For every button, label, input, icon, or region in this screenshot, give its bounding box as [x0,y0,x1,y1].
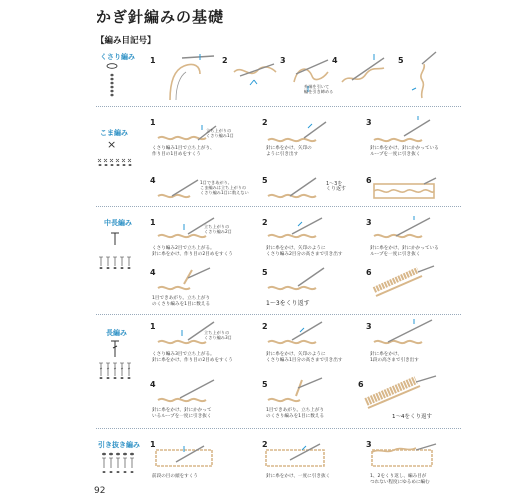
single-step-3-illustration [374,118,434,146]
step-caption: くさり編み3目で立ち上がる。 針に糸をかけ、作り目の2目めをすくう [152,352,233,363]
section-divider [96,428,461,429]
step-number: 2 [262,322,268,331]
stitch-name-half-double: 中長編み [104,219,132,227]
section-label: 【編み目記号】 [96,36,156,46]
step-number: 3 [366,322,372,331]
page-number: 92 [94,486,106,496]
double-step-4-illustration [158,380,218,406]
callout-note: 1目できあがり。 こま編みは立ち上がりの くさり編み1目に数えない [200,180,249,195]
stitch-chart-swatch [98,256,136,270]
half-double-step-4-illustration [158,268,218,294]
dot-oval-icon [100,452,136,482]
double-step-6-illustration [366,376,438,410]
step-caption: 針に糸をかけ、一度に引き抜く [266,474,331,479]
step-caption: くさり編み2目で立ち上がる。 針に糸をかけ、作り目の2目めをすくう [152,246,233,257]
stitch-name-double: 長編み [106,329,127,337]
stitch-name-chain: くさり編み [100,53,135,61]
stitch-chart-swatch [96,158,136,166]
step-number: 5 [262,176,268,185]
step-number: 3 [280,56,286,65]
callout-note: 糸端を引いて 輪を引き締める [304,84,334,94]
step-caption: 1、2をくり返し、編み目が つれない程度にゆるめに編む [370,474,430,485]
chain-step-2-illustration [230,52,280,92]
x-cross-icon: × [107,138,117,151]
callout-note: 立ち上がりの くさり編み3目 [204,330,232,340]
single-step-2-illustration [268,120,328,146]
half-double-step-5-illustration [268,266,328,292]
step-number: 4 [150,176,156,185]
single-step-6-illustration [374,178,438,202]
double-step-5-illustration [268,378,328,404]
stitch-chart-swatch [98,362,136,380]
step-caption: 針に糸をかけ、矢印の ように引き出す [266,146,312,157]
step-number: 4 [150,380,156,389]
step-number: 5 [262,268,268,277]
step-caption: 針に糸をかけ、 1段の高さまで引き出す [370,352,419,363]
stitch-name-slip: 引き抜き編み [98,441,140,449]
stitch-name-single: こま編み [100,129,128,137]
step-number: 1 [150,322,156,331]
t-bar-icon [110,232,120,246]
step-number: 4 [150,268,156,277]
step-number: 2 [262,118,268,127]
chain-step-4-illustration [338,52,388,92]
step-number: 5 [398,56,404,65]
section-divider [96,314,461,315]
step-number: 6 [366,268,372,277]
half-double-step-3-illustration [374,216,434,242]
step-number: 2 [262,440,268,449]
step-number: 3 [366,118,372,127]
step-caption: 針に糸をかけ、針にかかっている ループを一度に引き抜く [370,146,439,157]
chain-step-1-illustration [160,52,216,102]
step-number: 6 [358,380,364,389]
step-number: 1 [150,56,156,65]
step-number: 4 [332,56,338,65]
callout-note: 1〜3を くり返す [326,181,347,192]
double-step-3-illustration [374,318,438,348]
step-caption: くさり編み1目で立ち上がり、 作り目の1目めをすくう [152,146,215,157]
step-number: 2 [262,218,268,227]
step-number: 6 [366,176,372,185]
section-divider [96,206,461,207]
step-caption: 前段の目の頭をすくう [152,474,198,479]
step-number: 1 [150,218,156,227]
callout-note: 1〜4をくり返す [392,414,432,420]
step-number: 3 [366,218,372,227]
step-caption: 1〜3をくり返す [266,300,310,307]
step-number: 1 [150,440,156,449]
slip-step-1-illustration [156,444,220,470]
step-number: 1 [150,118,156,127]
step-number: 2 [222,56,228,65]
step-caption: 1目できあがり。立ち上がり のくさり編みを1目に数える [152,296,211,307]
double-step-2-illustration [268,320,328,346]
step-caption: 針に糸をかけ、針にかかっている ループを一度に引き抜く [370,246,439,257]
step-caption: 針に糸をかけ、矢印のように くさり編み1目分の高さまで引き出す [266,352,343,363]
step-caption: 針に糸をかけ、矢印のように くさり編み2目分の高さまで引き出す [266,246,343,257]
half-double-step-2-illustration [268,216,328,242]
callout-note: 立ち上がりの くさり編み1目 [206,128,234,138]
callout-note: 立ち上がりの くさり編み2目 [204,224,232,234]
chain-oval-icon [106,62,118,102]
step-caption: 1目できあがり。立ち上がり のくさり編みを1目に数える [266,408,325,419]
chain-step-5-illustration [402,50,444,100]
slip-step-2-illustration [266,444,330,470]
page-title: かぎ針編みの基礎 [96,8,225,26]
section-divider [96,106,461,107]
t-bar-slash-icon [110,340,120,358]
slip-step-3-illustration [372,444,440,470]
single-step-5-illustration [268,176,328,202]
step-number: 5 [262,380,268,389]
step-number: 3 [366,440,372,449]
step-caption: 針に糸をかけ、針にかかって いるループを一度に引き抜く [152,408,212,419]
half-double-step-6-illustration [374,266,438,300]
